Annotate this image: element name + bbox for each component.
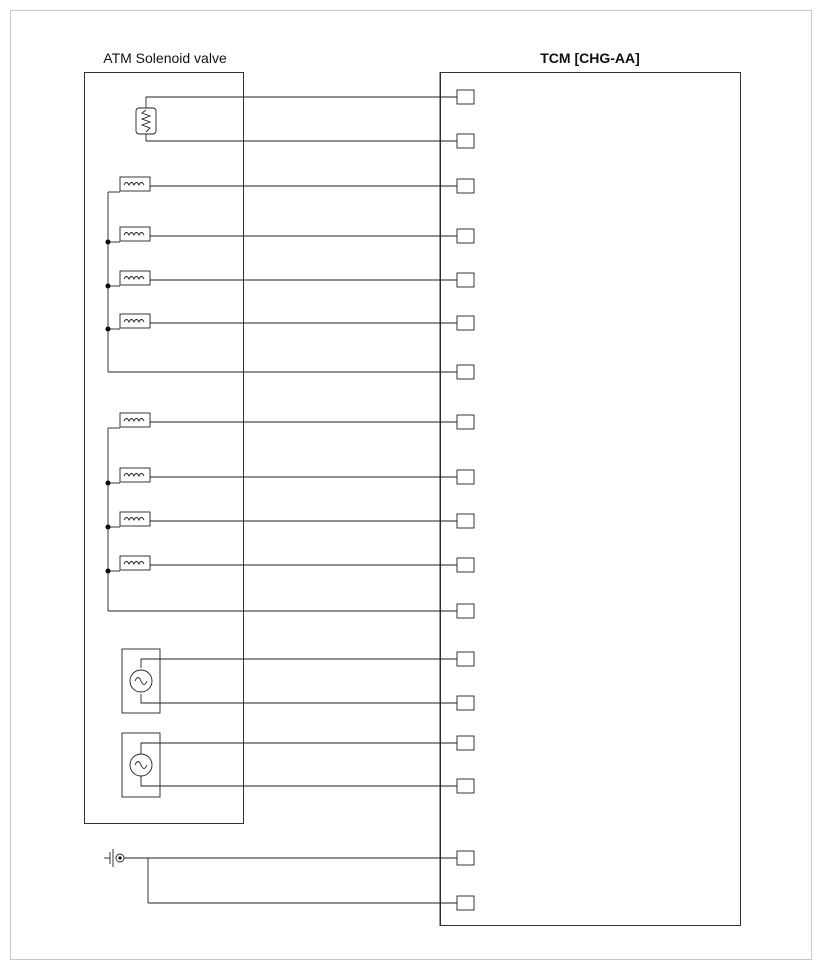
atm-solenoid-title: ATM Solenoid valve <box>103 50 227 66</box>
atm-solenoid-box <box>84 72 244 824</box>
tcm-box <box>440 72 741 926</box>
tcm-title: TCM [CHG-AA] <box>540 50 640 66</box>
